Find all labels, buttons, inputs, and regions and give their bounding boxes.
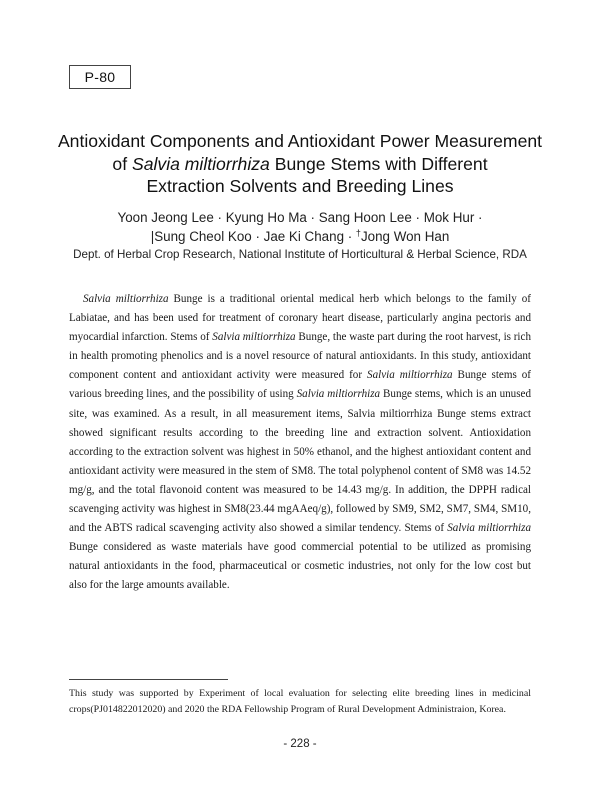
- species-name: Salvia miltiorrhiza: [367, 369, 453, 382]
- species-name: Salvia miltiorrhiza: [296, 388, 381, 401]
- authors-line-2: [40, 227, 560, 246]
- abstract-segment-5: Bunge considered as waste materials have good commercial potential to be utilized as promising natural antioxidants in the food, pharmaceutical or cosmetic industries, not only for the low cost but also for the large amounts available.: [69, 541, 531, 592]
- authors-line-1: Yoon Jeong Lee · Kyung Ho Ma · Sang Hoon Lee · Mok Hur ·: [117, 210, 483, 225]
- title-line-2-suffix: Bunge Stems with Different: [269, 153, 488, 174]
- authors-line-2-suffix: Jong Won Han: [360, 229, 450, 244]
- title-line-1: Antioxidant Components and Antioxidant Power Measurement: [57, 131, 543, 151]
- author-list: [40, 208, 560, 246]
- species-name: Salvia miltiorrhiza: [447, 522, 531, 535]
- abstract-segment-3: Bunge stems of various breeding lines, and the possibility of using: [69, 369, 531, 401]
- title-line-2: [40, 153, 560, 176]
- poster-id-box: P-80: [69, 65, 131, 89]
- authors-line-2-prefix: |Sung Cheol Koo · Jae Ki Chang ·: [150, 229, 356, 244]
- abstract-body: [69, 290, 531, 596]
- corresponding-author-mark: †: [355, 228, 361, 238]
- abstract-segment-1: Bunge is a traditional oriental medical herb which belongs to the family of Labiatae, and has been used for treatment of coronary heart disease, particularly angina pectoris and myocardial infarction. Stems of: [69, 293, 531, 344]
- abstract-segment-2: Bunge, the waste part during the root harvest, is rich in health promoting phenolics and is a novel resource of natural antioxidants. In this study, antioxidant component content and antioxidant activity were measured for: [69, 331, 531, 382]
- title-line-3: Extraction Solvents and Breeding Lines: [146, 176, 454, 196]
- page-number: - 228 -: [283, 738, 317, 750]
- funding-footnote: This study was supported by Experiment of local evaluation for selecting elite breeding lines in medicinal crops(PJ014822012020) and 2020 the RDA Fellowship Program of Rural Development Administraion, Korea.: [69, 688, 531, 715]
- affiliation: Dept. of Herbal Crop Research, National Institute of Horticultural & Herbal Science, RDA: [73, 248, 527, 261]
- abstract-segment-4: Bunge stems, which is an unused site, was examined. As a result, in all measurement items, Salvia miltiorrhiza Bunge stems extract showed significant results according to the breeding line and extraction solvent. Antioxidation according to the extraction solvent was highest in 50% ethanol, and the highest antioxidant content and antioxidant activity were measured in the stem of SM8. The total polyphenol content of SM8 was 14.52 mg/g, and the total flavonoid content was measured to be 14.43 mg/g. In addition, the DPPH radical scavenging activity was highest in SM8(23.44 mgAAeq/g), followed by SM9, SM2, SM7, SM4, SM10, and the ABTS radical scavenging activity also showed a similar tendency. Stems of: [69, 388, 532, 535]
- title-line-2-prefix: of: [112, 153, 132, 174]
- footnote-divider: [69, 679, 228, 680]
- species-name: Salvia miltiorrhiza: [83, 293, 169, 305]
- title-species-name: Salvia miltiorrhiza: [131, 153, 270, 174]
- species-name: Salvia miltiorrhiza: [212, 331, 296, 344]
- paper-title: [40, 130, 560, 198]
- abstract-paragraph: [69, 290, 531, 596]
